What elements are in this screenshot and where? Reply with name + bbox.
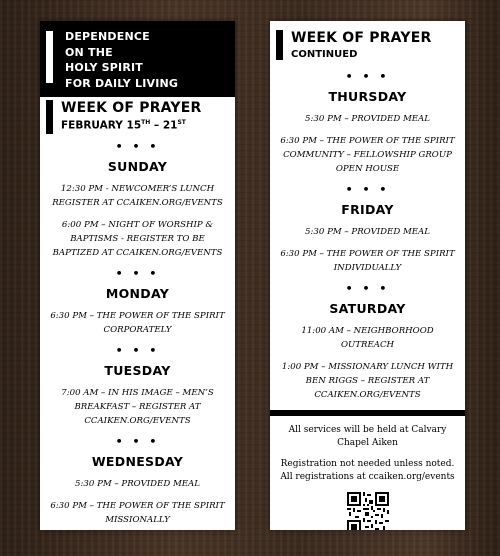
week-heading-continued: [270, 27, 465, 71]
day-heading-monday: MONDAY: [105, 286, 170, 301]
event-item: 11:00 AM – NEIGHBORHOOD OUTREACH: [301, 326, 434, 350]
theme-line: FOR DAILY LIVING: [65, 76, 179, 90]
theme-line: DEPENDENCE: [65, 30, 150, 43]
separator-dots: • • •: [115, 344, 160, 357]
week-dates: FEBRUARY 15TH – 21ST: [61, 119, 186, 132]
day-heading-friday: FRIDAY: [341, 202, 394, 217]
week-title: WEEK OF PRAYER: [61, 100, 202, 116]
theme-line: ON THE: [65, 45, 113, 59]
separator-dots: • • •: [115, 435, 160, 448]
footer-divider: [270, 410, 465, 416]
event-item: 6:30 PM – THE POWER OF THE SPIRIT MISSIONALLY: [50, 501, 225, 525]
event-item: 1:00 PM – MISSIONARY LUNCH WITH BEN RIGGS – REGISTER AT CCAIKEN.ORG/EVENTS: [281, 362, 454, 400]
heading-accent-bar: [46, 100, 53, 134]
separator-dots: • • •: [345, 70, 390, 83]
theme-banner: [40, 21, 235, 97]
separator-dots: • • •: [115, 140, 160, 153]
day-heading-tuesday: TUESDAY: [104, 363, 171, 378]
separator-dots: • • •: [115, 267, 160, 280]
registration-note: Registration not needed unless noted. All registrations at ccaiken.org/events: [280, 459, 455, 482]
location-note: All services will be held at Calvary Chapel Aiken: [288, 425, 447, 448]
event-item: 6:00 PM – NIGHT OF WORSHIP & BAPTISMS - REGISTER TO BE BAPTIZED AT CCAIKEN.ORG/EVENTS: [52, 220, 223, 258]
banner-accent-bar: [46, 31, 53, 83]
event-item: 5:30 PM – PROVIDED MEAL: [75, 479, 200, 489]
separator-dots: • • •: [345, 183, 390, 196]
week-heading: [40, 97, 235, 141]
day-heading-thursday: THURSDAY: [328, 89, 407, 104]
event-item: 5:30 PM – PROVIDED MEAL: [305, 227, 430, 237]
left-bookmark-card: [40, 21, 235, 530]
left-schedule: [40, 141, 235, 527]
event-item: 12:30 PM - NEWCOMER’S LUNCH REGISTER AT CCAIKEN.ORG/EVENTS: [52, 184, 223, 208]
theme-line: HOLY SPIRIT: [65, 61, 143, 74]
event-item: 5:30 PM – PROVIDED MEAL: [305, 114, 430, 124]
heading-accent-bar: [276, 30, 283, 60]
event-item: 6:30 PM – THE POWER OF THE SPIRIT COMMUNITY – FELLOWSHIP GROUP OPEN HOUSE: [280, 136, 455, 174]
right-bookmark-card: [270, 21, 465, 530]
separator-dots: • • •: [345, 282, 390, 295]
event-item: 6:30 PM – THE POWER OF THE SPIRIT CORPORATELY: [50, 311, 225, 335]
qr-code-icon[interactable]: [347, 492, 389, 530]
day-heading-sunday: SUNDAY: [107, 159, 168, 174]
continued-label: CONTINUED: [291, 49, 358, 60]
day-heading-wednesday: WEDNESDAY: [91, 454, 184, 469]
theme-text: [65, 29, 178, 91]
week-title: WEEK OF PRAYER: [291, 30, 432, 46]
event-item: 6:30 PM – THE POWER OF THE SPIRIT INDIVIDUALLY: [280, 249, 455, 273]
day-heading-saturday: SATURDAY: [329, 301, 406, 316]
event-item: 7:00 AM – IN HIS IMAGE – MEN’S BREAKFAST – REGISTER AT CCAIKEN.ORG/EVENTS: [61, 388, 214, 426]
